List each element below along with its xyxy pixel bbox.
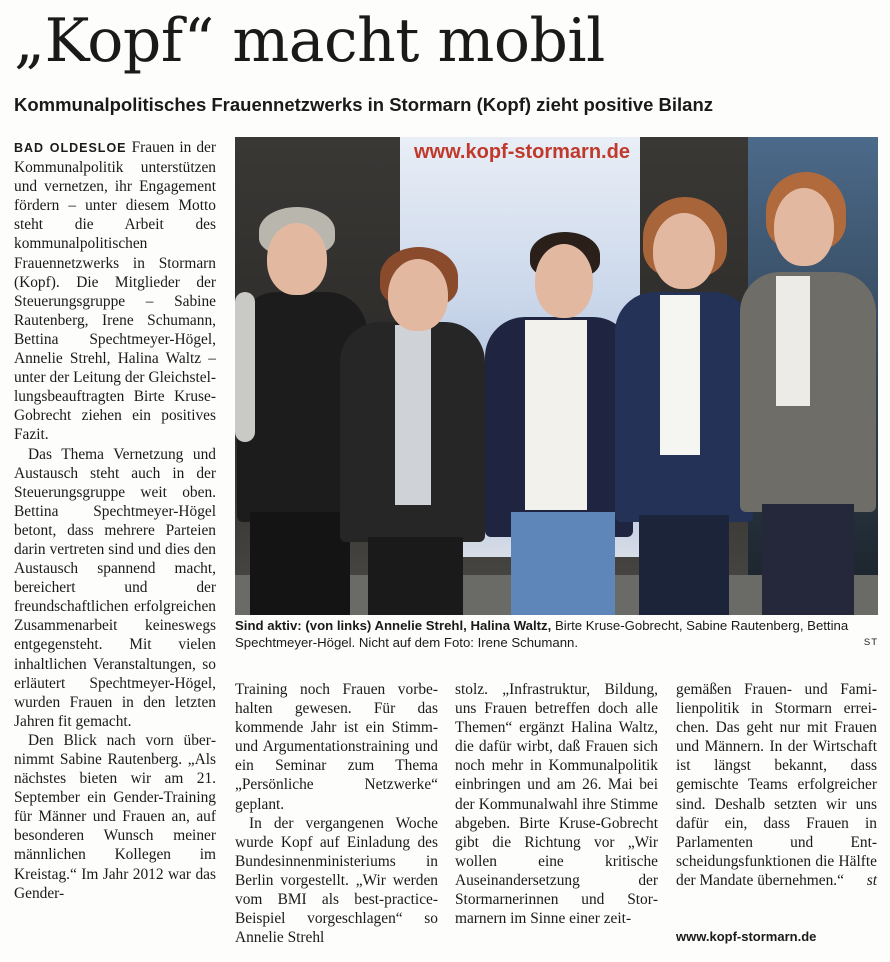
paragraph-text: gemäßen Frauen- und Familienpolitik in Stormarn erreichen. Das geht nur mit Frauen und Männern. In der Wirtschaft ist längst bekannt, dass gemischte Teams erfolgreicher sind. Deshalb setzten wir uns dafür ein, dass Frauen in Parlamenten und Entscheidungsfunktionen die Hälfte der Mandate übernehmen.“ [676,681,877,889]
person-figure [615,197,755,615]
paragraph [676,680,877,890]
subheadline: Kommunalpolitisches Frauennetzwerks in Stormarn (Kopf) zieht positive Bilanz [14,94,713,115]
website-link[interactable]: www.kopf-stormarn.de [676,929,817,944]
article-column-1 [14,138,216,903]
person-figure [340,247,490,615]
paragraph [14,138,216,445]
banner-url-text: www.kopf-stormarn.de [414,141,630,163]
headline: „Kopf“ macht mobil [14,6,605,76]
paragraph-text: Frauen in der Kommunalpolitik unterstützen und vernetzen, ihr Engagement fördern – unter diesem Motto steht die Arbeit des kommunalpolitischen Frauennetzwerks in Stormarn (Kopf). Die Mitglieder der Steuerungsgruppe – Sabine Rautenberg, Irene Schumann, Bettina Spechtmeyer-Högel, Annelie Strehl, Halina Waltz – unter der Leitung der Gleichstellungsbeauftragten Birte Kruse-Gobrecht ziehen ein positives Fazit. [14,139,217,444]
caption-names: Sind aktiv: (von links) Annelie Strehl, Halina Waltz, [235,618,552,633]
paragraph: stolz. „Infrastruktur, Bildung, uns Frauen betreffen doch alle Themen“ ergänzt Halina Waltz, die dafür wirbt, daß Frauen sich noch mehr in Kommunalpolitik einbringen und am 26. Mai bei der Kommunalwahl ihre Stimme abgeben. Birte Kruse-Gobrecht gibt die Richtung vor „Wir wollen eine kritische Auseinandersetzung der Stormarnerinnen und Stormarnern im Sinne einer zeit- [455,681,658,928]
author-initials: st [866,871,877,889]
person-figure [485,232,635,615]
paragraph: Den Blick nach vorn übernimmt Sabine Rautenberg. „Als nächstes bieten wir am 21. September ein Gender-Training für Männer und Frauen an, auf besonderen Wunsch meiner männlichen Kollegen im Kreistag.“ Im Jahr 2012 war das Gender- [14,731,216,902]
caption-text: Birte Kruse-Gobrecht, Sabine Rautenberg, Bettina Spechtmeyer-Högel. Nicht auf dem Foto: Irene Schumann. [235,618,849,650]
photo-credit: ST [863,637,878,648]
photo-caption [235,617,878,651]
paragraph: In der vergangenen Woche wurde Kopf auf Einladung des Bundesinnenministeriums in Berlin vorgestellt. „Wir werden vom BMI als best-practice-Beispiel vorgeschlagen“ so Annelie Strehl [235,814,438,947]
person-figure [740,172,878,615]
article-column-4 [676,680,877,890]
group-photo [235,137,878,615]
article-column-2 [235,680,438,947]
paragraph: Training noch Frauen vorbehalten gewesen. Für das kommende Jahr ist ein Stimm- und Argumentationstraining und ein Seminar zum Thema „Persönliche Netzwerke“ geplant. [235,681,438,813]
paragraph: Das Thema Vernetzung und Austausch steht auch in der Steuerungsgruppe weit oben. Bettina Spechtmeyer-Högel betont, dass mehrere Parteien darin vertreten sind und dies den Austausch spannend macht, bereichert und der freundschaftlichen erfolgreichen Zusammenarbeit keineswegs entgegensteht. Mit vielen inhaltlichen Veranstaltungen, so erläutert Spechtmeyer-Högel, wurden Frauen in den letzten Jahren fit gemacht. [14,445,216,730]
dateline: BAD OLDESLOE [14,141,127,155]
article-column-3 [455,680,658,928]
